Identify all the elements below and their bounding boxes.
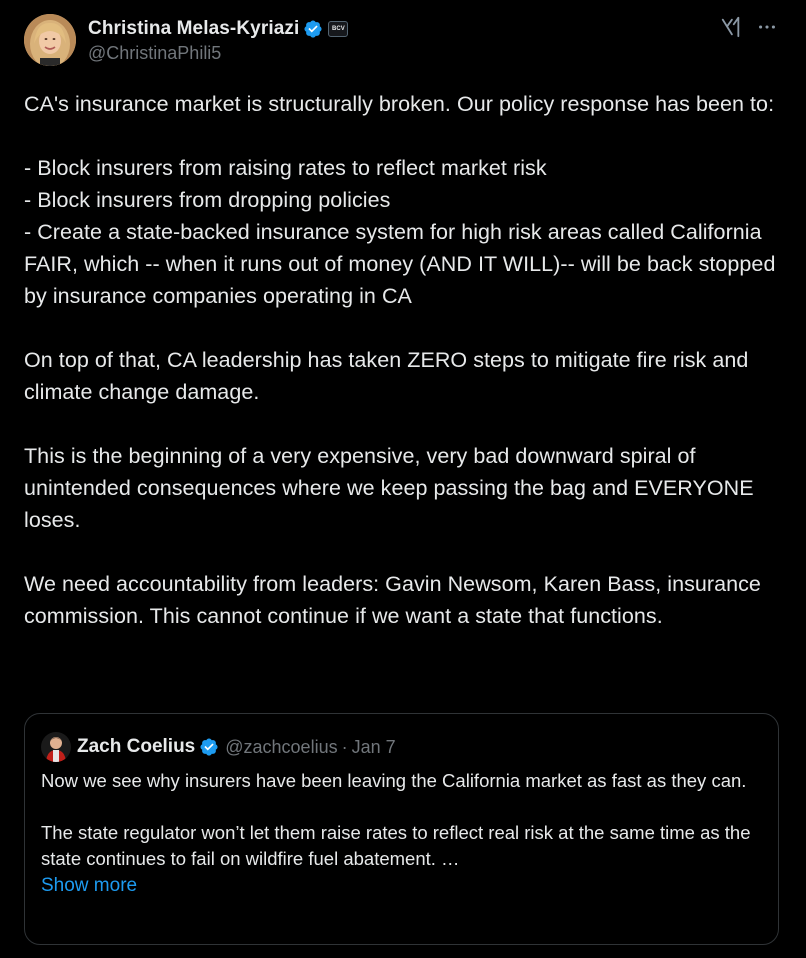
- quoted-author-handle[interactable]: @zachcoelius: [225, 736, 338, 757]
- affiliate-badge[interactable]: BCV: [328, 21, 348, 37]
- quoted-verified-badge-icon: [199, 737, 219, 757]
- tweet-top-actions: [720, 16, 778, 38]
- author-display-name[interactable]: Christina Melas-Kyriazi: [88, 18, 300, 39]
- quoted-author-display-name[interactable]: Zach Coelius: [77, 736, 196, 757]
- quoted-tweet-text: Now we see why insurers have been leaving the California market as fast as they can. The state regulator won’t let them raise rates to reflect real risk at the same time as the state continues to fail on wildfire fuel abatement. …: [41, 770, 751, 869]
- quoted-tweet[interactable]: [24, 713, 779, 945]
- verified-badge-icon: [303, 19, 323, 39]
- show-more-link[interactable]: Show more: [41, 875, 138, 896]
- quoted-separator: ·: [341, 736, 348, 757]
- quoted-tweet-date[interactable]: Jan 7: [351, 736, 396, 757]
- quoted-author-avatar[interactable]: [41, 732, 71, 762]
- author-handle[interactable]: @ChristinaPhili5: [88, 43, 222, 63]
- grok-icon[interactable]: [720, 16, 742, 38]
- tweet-header: [24, 14, 782, 70]
- author-names: [88, 16, 348, 64]
- author-avatar[interactable]: [24, 14, 76, 66]
- quoted-tweet-header: [41, 734, 762, 760]
- author-name-row: [88, 16, 348, 42]
- more-options-icon[interactable]: [756, 16, 778, 38]
- tweet-text: CA's insurance market is structurally broken. Our policy response has been to: - Block insurers from raising rates to reflect market risk - Block insurers from dropping policies - Create a state-backed insurance system for high risk areas called California FAIR, which -- when it runs out of money (AND IT WILL)-- will be back stopped by insurance companies operating in CA On top of that, CA leadership has taken ZERO steps to mitigate fire risk and climate change damage. This is the beginning of a very expensive, very bad downward spiral of unintended consequences where we keep passing the bag and EVERYONE loses. We need accountability from leaders: Gavin Newsom, Karen Bass, insurance commission. This cannot continue if we want a state that functions.: [24, 92, 776, 628]
